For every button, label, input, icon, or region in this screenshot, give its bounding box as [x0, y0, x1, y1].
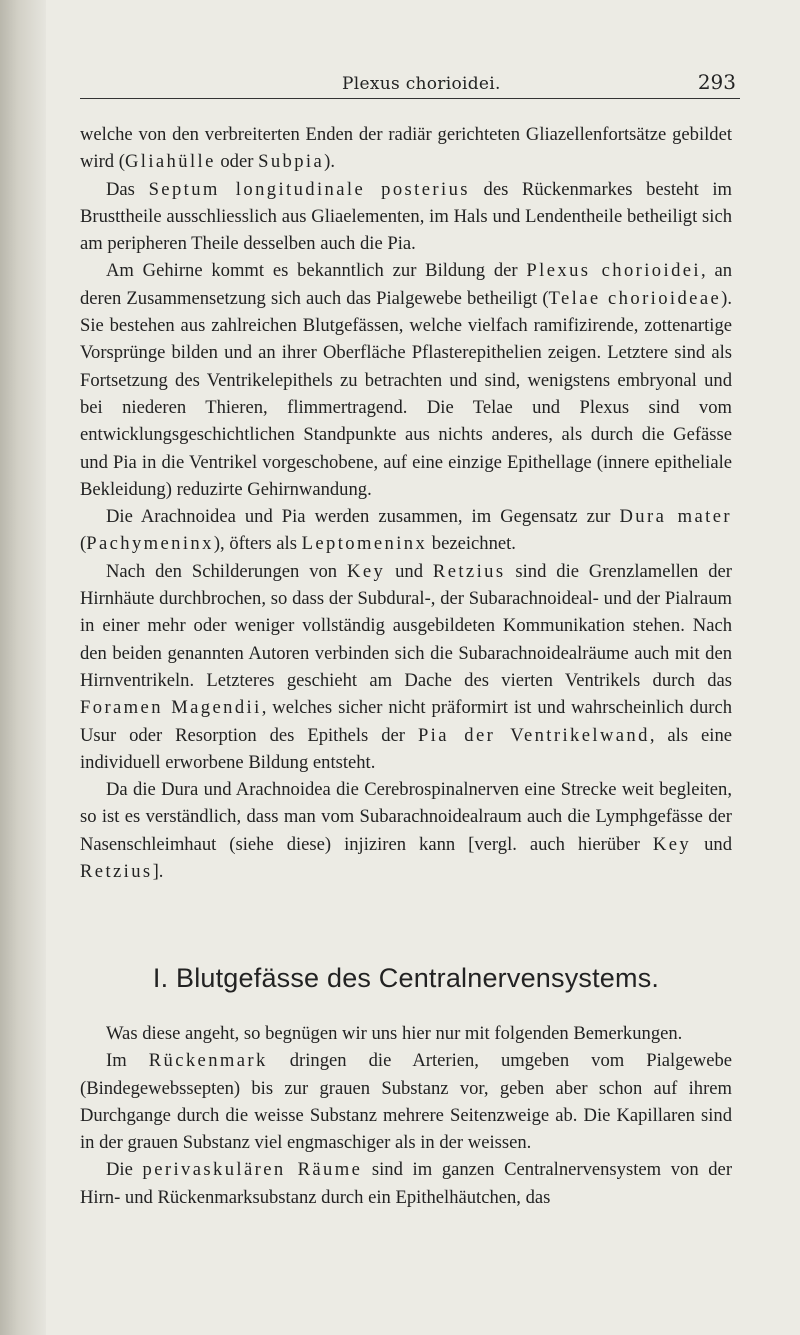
section-heading: I. Blutgefässe des Centralnervensystems.	[152, 963, 660, 993]
paragraph-perivaskulaer	[80, 1156, 732, 1211]
text-run: ).	[324, 151, 335, 173]
paragraph-septum	[80, 176, 732, 258]
spaced-term: Plexus chorioidei	[526, 260, 701, 282]
text-run: (	[80, 533, 87, 555]
text-run: Nach den Schilderungen von	[106, 560, 347, 582]
text-run: Am Gehirne kommt es bekanntlich zur Bildung der	[106, 260, 527, 282]
spaced-term: Retzius	[80, 861, 153, 883]
text-run: , als eine individuell erworbene Bildung entsteht.	[80, 724, 732, 773]
spaced-term: Pachymeninx	[86, 533, 214, 555]
paragraph-rueckenmark	[80, 1047, 732, 1156]
spaced-term: Leptomeninx	[301, 533, 428, 555]
text-run: Die	[106, 1159, 143, 1181]
spaced-term: Septum longitudinale posterius	[148, 178, 470, 200]
paragraph-plexus	[80, 257, 732, 503]
text-run: sind die Grenzlamellen der Hirnhäute durchbrochen, so dass der Subdural-, der Subarachnoideal- und der Pialraum in einer mehr oder weniger vollständig ausgebildeten Kommunikation stehen. Nach den beiden genannten Autoren verbinden sich die Subarachnoidealräume auch mit den Hirnventrikeln. Letzteres geschieht am Dache des vierten Ventrikels durch das	[80, 560, 732, 691]
text-run: und	[691, 833, 732, 855]
text-run: sind im ganzen Centralnervensystem von der Hirn- und Rückenmarksubstanz durch ein Epithelhäutchen, das	[80, 1159, 733, 1208]
paragraph-leptomeninx	[80, 503, 732, 558]
spaced-term: Pia der Ventrikelwand	[417, 724, 650, 746]
paragraph-key-retzius	[80, 558, 732, 776]
text-run: , an deren Zusammensetzung sich auch das Pialgewebe betheiligt (	[80, 260, 732, 309]
text-run: Was diese angeht, so begnügen wir uns hier nur mit folgenden Bemerkungen.	[106, 1023, 683, 1044]
text-run: Da die Dura und Arachnoidea die Cerebrospinalnerven eine Strecke weit begleiten, so ist es verständlich, dass man vom Subarachnoidealraum auch die Lymphgefässe der Nasenschleimhaut (siehe diese) injiziren kann [vergl. auch hierüber	[80, 779, 732, 855]
paragraph-gliahuelle	[80, 121, 732, 176]
spaced-term: Subpia	[258, 151, 325, 173]
body-text-lower	[80, 1020, 732, 1211]
book-gutter-shadow	[0, 0, 46, 1335]
text-run: Die Arachnoidea und Pia werden zusammen, im Gegensatz zur	[106, 506, 620, 528]
text-run: bezeichnet.	[427, 533, 516, 555]
paragraph-intro	[80, 1020, 732, 1047]
text-run: Das	[106, 178, 149, 200]
text-run: und	[385, 560, 433, 582]
body-text-upper	[80, 121, 732, 885]
text-run: ].	[152, 861, 164, 883]
spaced-term: perivaskulären Räume	[142, 1159, 363, 1181]
text-run: , welches sicher nicht präformirt ist und wahrscheinlich durch Usur oder Resorption des Epithels der	[80, 697, 732, 746]
spaced-term: Telae chorioideae	[548, 287, 722, 309]
spaced-term: Dura mater	[619, 506, 732, 528]
spaced-term: Foramen Magendii	[80, 697, 262, 719]
spaced-term: Retzius	[432, 560, 506, 582]
text-run: ), öfters als	[213, 533, 302, 555]
spaced-term: Key	[652, 833, 692, 855]
spaced-term: Rückenmark	[148, 1050, 268, 1072]
text-run: des Rückenmarkes besteht im Brusttheile ausschliesslich aus Gliaelementen, im Hals und Lendentheile betheiligt sich am peripheren Theile desselben auch die Pia.	[80, 178, 733, 255]
running-title: Plexus chorioidei.	[342, 74, 501, 94]
page-number: 293	[697, 70, 736, 94]
running-header	[80, 70, 740, 99]
text-run: oder	[215, 151, 259, 173]
spaced-term: Gliahülle	[124, 151, 216, 173]
text-run: welche von den verbreiterten Enden der radiär gerichteten Gliazellenfortsätze gebildet wird (	[80, 124, 732, 173]
text-run: Im	[106, 1050, 149, 1072]
text-run: dringen die Arterien, umgeben vom Pialgewebe (Bindegewebssepten) bis zur grauen Substanz vor, geben aber schon auf ihrem Durchgange durch die weisse Substanz mehrere Seitenzweige ab. Die Kapillaren sind in der grauen Substanz viel engmaschiger als in der weissen.	[80, 1050, 732, 1154]
text-run: ). Sie bestehen aus zahlreichen Blutgefässen, welche vielfach ramifizirende, zottenartige Vorsprünge bilden und an ihrer Oberfläche Pflasterepithelien zeigen. Letztere sind als Fortsetzung des Ventrikelepithels zu betrachten und sind, wenigstens embryonal und bei niederen Thieren, flimmertragend. Die Telae und Plexus sind vom entwicklungsgeschichtlichen Standpunkte aus nichts anderes, als durch die Gefässe und Pia in die Ventrikel vorgeschobene, auf eine einzige Epithellage (innere epitheliale Bekleidung) reduzirte Gehirnwandung.	[80, 287, 732, 500]
paragraph-cerebrospinal	[80, 776, 732, 885]
spaced-term: Key	[347, 560, 386, 582]
